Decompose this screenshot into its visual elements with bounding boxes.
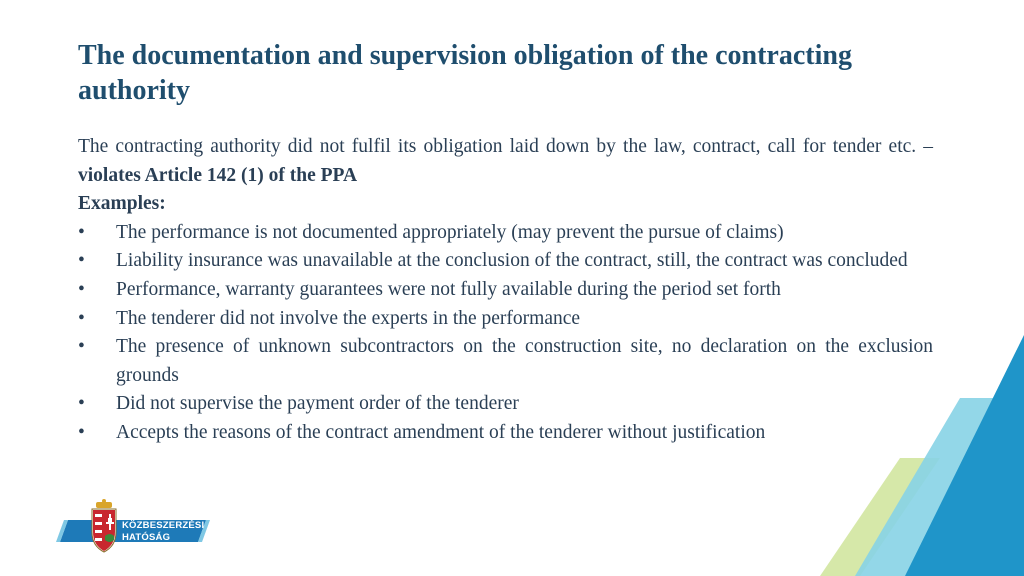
list-item-text: The presence of unknown subcontractors on the construction site, no declaration on the exclusion grounds: [116, 336, 933, 386]
list-item: [78, 390, 933, 419]
bullet-icon: •: [78, 278, 85, 300]
list-item-text: Liability insurance was unavailable at the conclusion of the contract, still, the contract was concluded: [116, 250, 908, 272]
list-item: [78, 276, 933, 305]
coat-of-arms-icon: [92, 499, 116, 552]
logo-line1: KÖZBESZERZÉSI: [122, 520, 205, 531]
list-item-text: Performance, warranty guarantees were not fully available during the period set forth: [116, 278, 781, 300]
list-item-text: Did not supervise the payment order of the tenderer: [116, 393, 519, 415]
example-list: [78, 219, 933, 448]
list-item: [78, 219, 933, 248]
intro-paragraph: [78, 133, 933, 190]
logo-line2: HATÓSÁG: [122, 532, 171, 543]
bullet-icon: •: [78, 307, 85, 329]
list-item: [78, 419, 933, 448]
intro-text: The contracting authority did not fulfil its obligation laid down by the law, contract, call for tender etc. –: [78, 136, 933, 157]
list-item: [78, 305, 933, 334]
logo-text: [122, 520, 204, 544]
bullet-icon: •: [78, 336, 85, 358]
list-item-text: The performance is not documented appropriately (may prevent the pursue of claims): [116, 221, 784, 243]
bullet-icon: •: [78, 250, 85, 272]
list-item-text: Accepts the reasons of the contract amendment of the tenderer without justification: [116, 421, 766, 443]
page-title: The documentation and supervision obligation of the contracting authority: [78, 40, 852, 106]
bullet-icon: •: [78, 221, 85, 243]
bullet-icon: •: [78, 393, 85, 415]
examples-label: Examples:: [78, 193, 166, 215]
bullet-icon: •: [78, 421, 85, 443]
list-item: [78, 247, 933, 276]
intro-emphasis: violates Article 142 (1) of the PPA: [78, 164, 358, 186]
list-item-text: The tenderer did not involve the experts in the performance: [116, 307, 581, 329]
content-body: [78, 133, 933, 448]
list-item: [78, 333, 933, 390]
